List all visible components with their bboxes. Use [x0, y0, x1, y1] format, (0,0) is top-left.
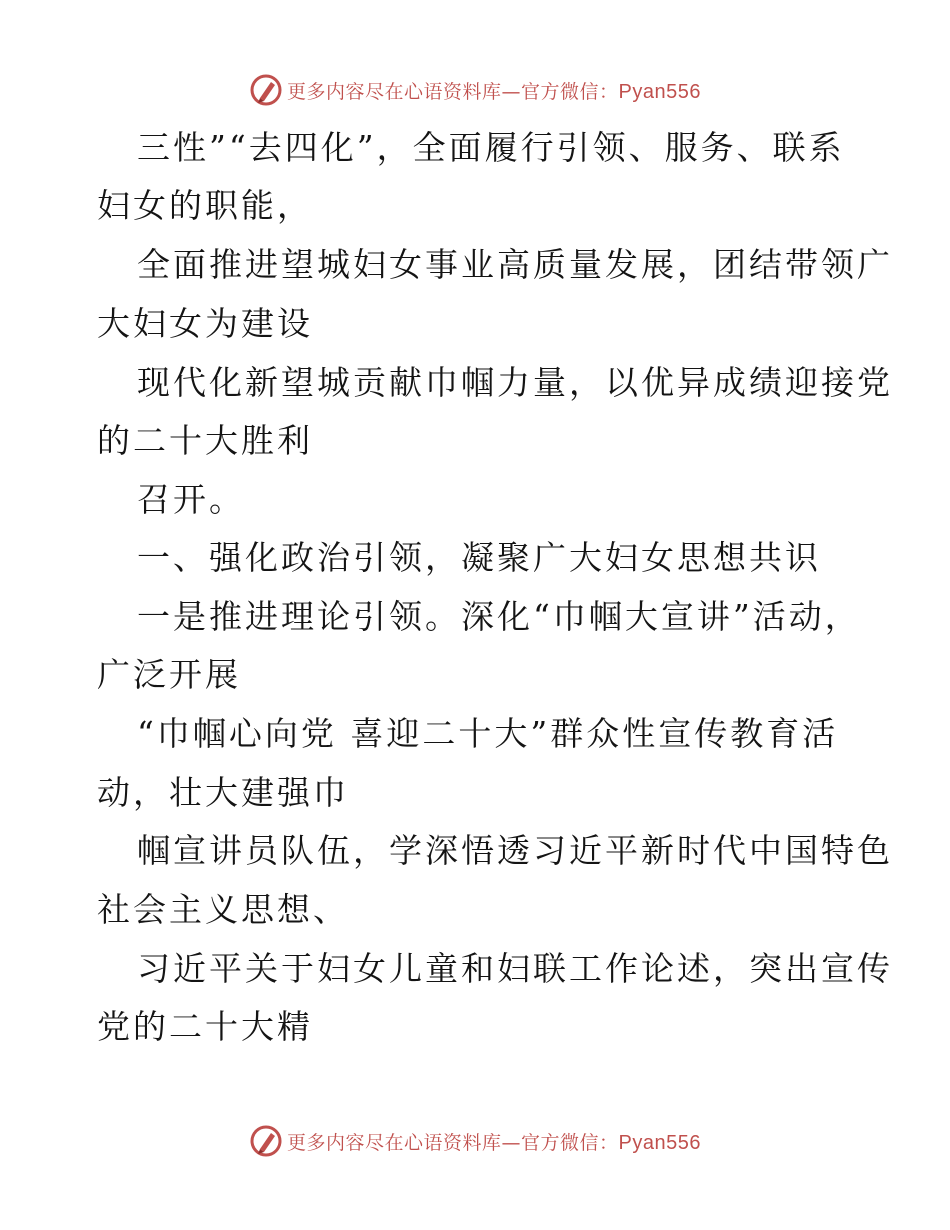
text-line: 三性”“去四化”，全面履行引领、服务、联系: [137, 128, 845, 167]
text-line: 党的二十大精: [97, 1007, 313, 1046]
watermark-text: 更多内容尽在心语资料库—官方微信：Pyan556: [287, 1131, 701, 1154]
watermark-banner-top: [0, 70, 950, 110]
text-line: 的二十大胜利: [97, 421, 313, 460]
text-line: 帼宣讲员队伍，学深悟透习近平新时代中国特色: [137, 831, 893, 870]
text-line: 大妇女为建设: [97, 304, 313, 343]
section-heading: 一、强化政治引领，凝聚广大妇女思想共识: [137, 538, 821, 577]
text-line: 动，壮大建强巾: [97, 773, 349, 812]
text-line: 召开。: [137, 480, 245, 519]
watermark-banner-bottom: [0, 1121, 950, 1161]
watermark-text: 更多内容尽在心语资料库—官方微信：Pyan556: [287, 80, 701, 103]
text-line: “巾帼心向党 喜迎二十大”群众性宣传教育活: [137, 714, 839, 753]
pen-logo-icon: [249, 73, 283, 107]
text-line: 妇女的职能，: [97, 186, 313, 225]
text-line: 社会主义思想、: [97, 890, 349, 929]
text-line: 广泛开展: [97, 655, 241, 694]
text-line: 现代化新望城贡献巾帼力量，以优异成绩迎接党: [137, 363, 893, 402]
text-line: 习近平关于妇女儿童和妇联工作论述，突出宣传: [137, 949, 893, 988]
text-line: 全面推进望城妇女事业高质量发展，团结带领广: [137, 245, 893, 284]
text-line: 一是推进理论引领。深化“巾帼大宣讲”活动，: [137, 597, 861, 636]
pen-logo-icon: [249, 1124, 283, 1158]
